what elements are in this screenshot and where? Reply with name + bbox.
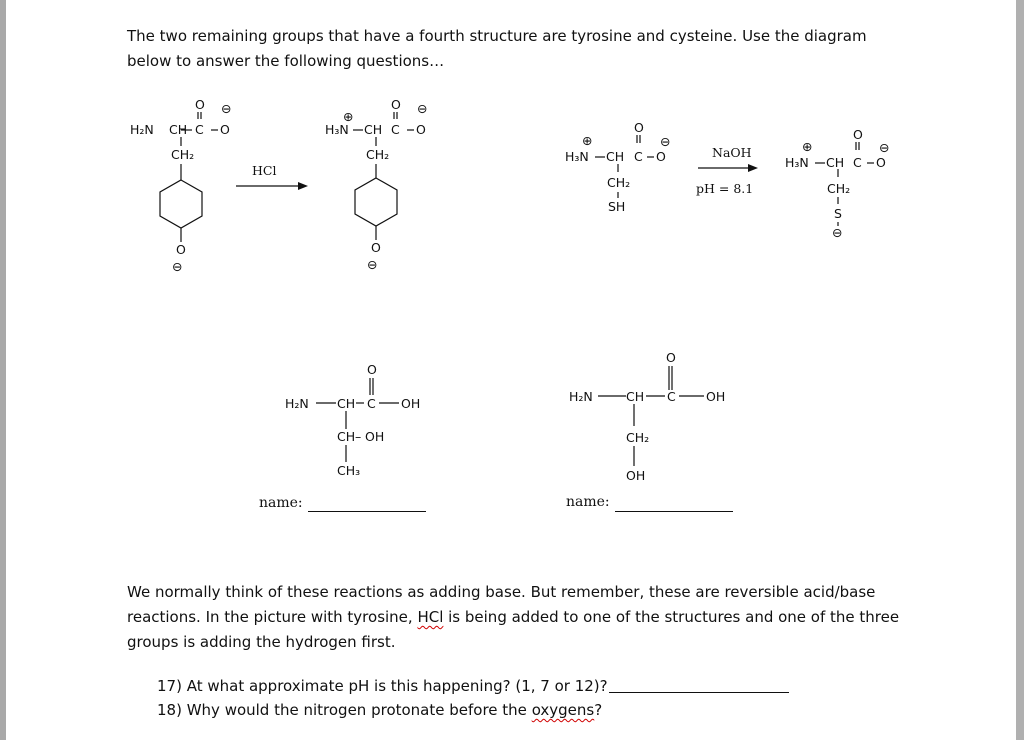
tyrh-amino-charge: ⊕ — [343, 109, 354, 124]
ser-carboxyl-c: C — [667, 389, 676, 404]
thr-carbonyl-o: O — [367, 362, 377, 377]
intro-line-2: below to answer the following questions… — [127, 52, 445, 70]
document-page — [6, 0, 1016, 740]
paragraph-line-2-end: is being added to one of the structures and one of the three — [443, 608, 900, 626]
thr-beta-ch: CH — [337, 429, 356, 444]
thr-hydroxyl: OH — [401, 396, 421, 411]
tyrh-alpha-ch: CH — [364, 122, 383, 137]
thr-beta-bond: – — [355, 429, 362, 444]
tyrh-carboxyl-c: C — [391, 122, 400, 137]
tyrh-carboxyl-charge: ⊖ — [417, 101, 428, 116]
window-right-edge — [1016, 0, 1024, 740]
serine-name-blank[interactable] — [615, 511, 733, 512]
paragraph-line-2 — [127, 607, 899, 627]
tyr-carboxyl-c: C — [195, 122, 204, 137]
tyr-carbonyl-o: O — [195, 97, 205, 112]
thr-methyl: CH₃ — [337, 463, 361, 478]
cysd-amino-charge: ⊕ — [802, 139, 813, 154]
cys-carbonyl-o: O — [634, 120, 644, 135]
question-18-mark: ? — [594, 701, 603, 719]
question-18-text: 18) Why would the nitrogen protonate before the — [157, 701, 532, 719]
question-18 — [157, 700, 602, 720]
paragraph-line-3: groups is adding the hydrogen first. — [127, 633, 396, 651]
chemical-structures-diagram — [6, 0, 1016, 740]
paragraph-line-2-start: reactions. In the picture with tyrosine, — [127, 608, 418, 626]
cys-ch2: CH₂ — [607, 175, 631, 190]
cysd-thiolate-charge: ⊖ — [832, 225, 843, 240]
cysd-carboxyl-c: C — [853, 155, 862, 170]
tyr-carboxyl-charge: ⊖ — [221, 101, 232, 116]
question-17: 17) At what approximate pH is this happening? (1, 7 or 12)? — [157, 677, 608, 695]
cysd-carboxyl-charge: ⊖ — [879, 140, 890, 155]
tyrh-carbonyl-o: O — [391, 97, 401, 112]
cysd-thiolate-s: S — [834, 206, 842, 221]
serine-name-label: name: — [566, 494, 610, 510]
tyrh-amino: H₃N — [325, 122, 349, 137]
tyr-carboxyl-o: O — [220, 122, 230, 137]
hcl-reagent-label: HCl — [252, 163, 277, 178]
ser-carbonyl-o: O — [666, 350, 676, 365]
cysd-ch2: CH₂ — [827, 181, 851, 196]
cysd-alpha-ch: CH — [826, 155, 845, 170]
cys-alpha-ch: CH — [606, 149, 625, 164]
intro-line-1: The two remaining groups that have a fourth structure are tyrosine and cysteine. Use the diagram — [127, 27, 867, 45]
cysd-amino: H₃N — [785, 155, 809, 170]
tyrh-ch2: CH₂ — [366, 147, 390, 162]
cys-carboxyl-charge: ⊖ — [660, 134, 671, 149]
ser-amino: H₂N — [569, 389, 593, 404]
ser-ch2: CH₂ — [626, 430, 650, 445]
tyrh-carboxyl-o: O — [416, 122, 426, 137]
ser-side-oh: OH — [626, 468, 646, 483]
ph-condition-label: pH = 8.1 — [696, 181, 754, 196]
question-17-answer-blank[interactable] — [609, 692, 789, 693]
thr-amino: H₂N — [285, 396, 309, 411]
tyr-phenol-o: O — [176, 242, 186, 257]
ser-hydroxyl: OH — [706, 389, 726, 404]
ser-alpha-ch: CH — [626, 389, 645, 404]
tyr-phenolate-charge: ⊖ — [172, 259, 183, 274]
cysd-carboxyl-o: O — [876, 155, 886, 170]
cysd-carbonyl-o: O — [853, 127, 863, 142]
cys-thiol: SH — [608, 199, 626, 214]
cys-carboxyl-c: C — [634, 149, 643, 164]
paragraph-line-1: We normally think of these reactions as adding base. But remember, these are reversible acid/base — [127, 583, 876, 601]
oxygens-spellcheck-word[interactable]: oxygens — [531, 701, 595, 719]
naoh-reagent-label: NaOH — [712, 145, 752, 160]
thr-carboxyl-c: C — [367, 396, 376, 411]
tyrh-phenolate-charge: ⊖ — [367, 257, 378, 272]
thr-side-oh: OH — [365, 429, 385, 444]
cys-amino: H₃N — [565, 149, 589, 164]
tyr-ch2: CH₂ — [171, 147, 195, 162]
cys-amino-charge: ⊕ — [582, 133, 593, 148]
tyrh-phenol-o: O — [371, 240, 381, 255]
threonine-name-label: name: — [259, 495, 303, 511]
threonine-name-blank[interactable] — [308, 511, 426, 512]
tyr-amino: H₂N — [130, 122, 154, 137]
hcl-spellcheck-word[interactable]: HCl — [417, 608, 444, 626]
cys-carboxyl-o: O — [656, 149, 666, 164]
thr-alpha-ch: CH — [337, 396, 356, 411]
tyr-alpha-ch: CH — [169, 122, 188, 137]
